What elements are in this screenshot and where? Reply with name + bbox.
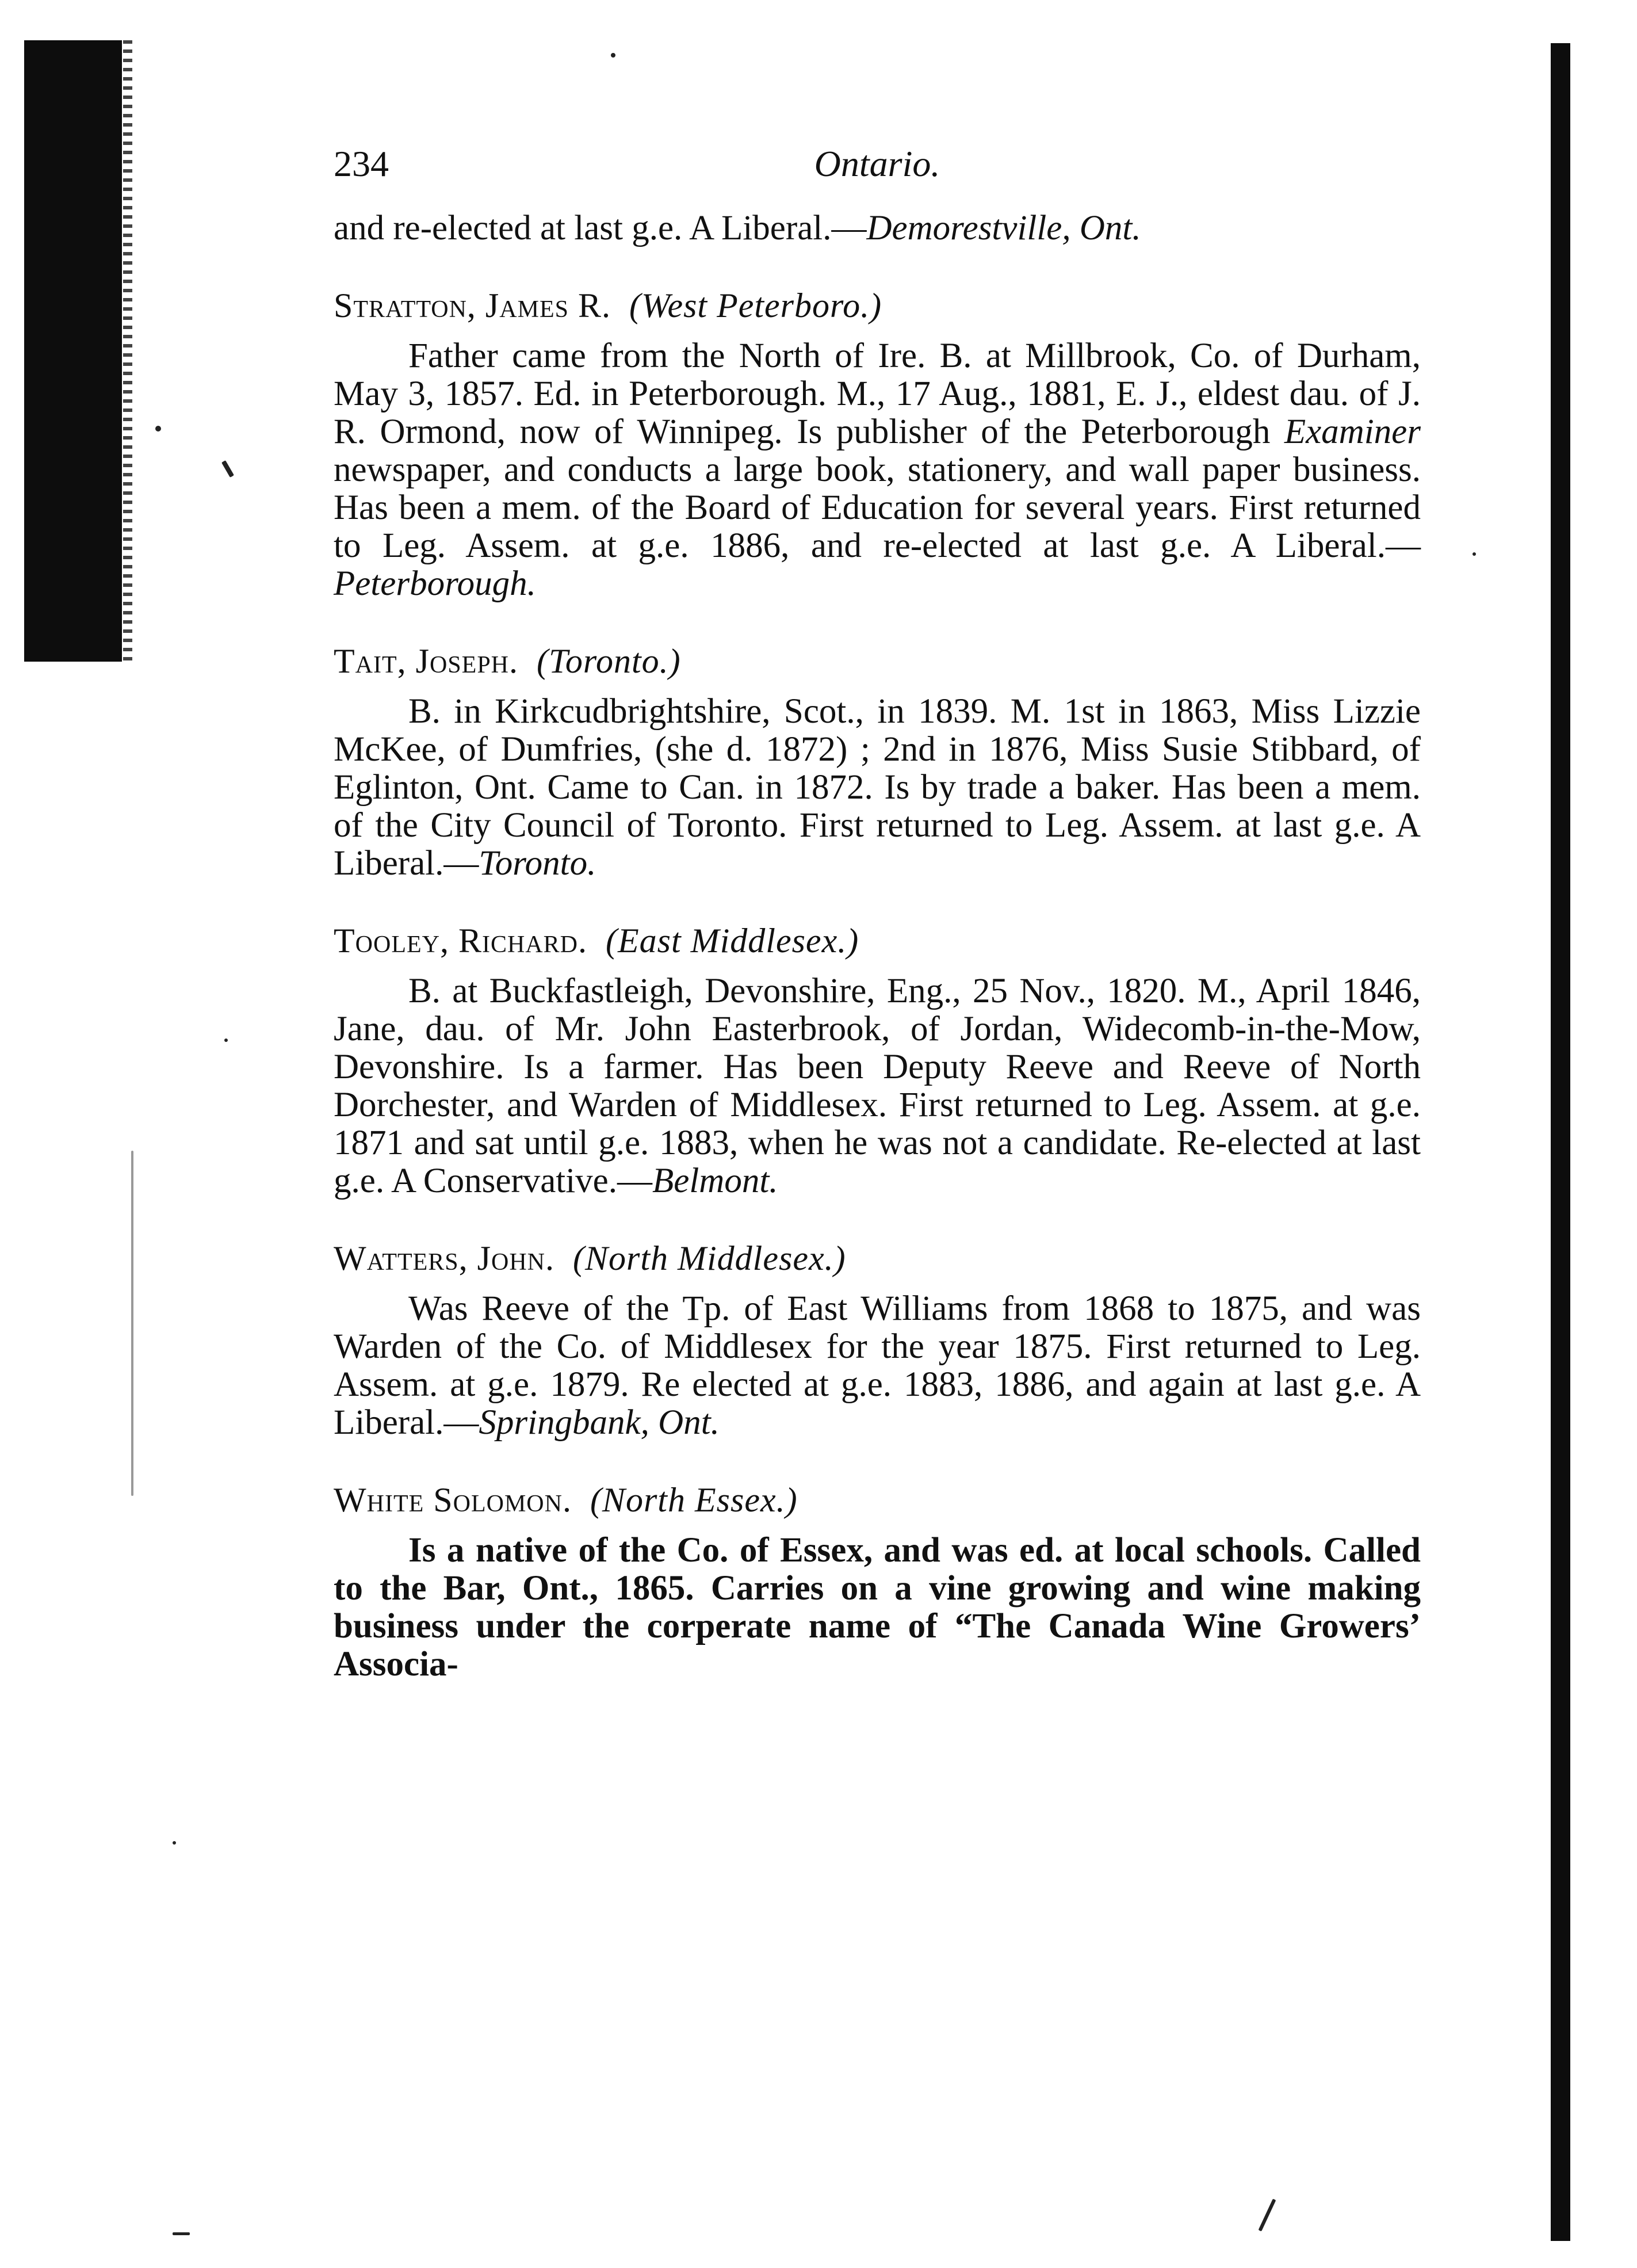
scan-speck [155, 426, 161, 432]
scan-speck [611, 53, 615, 58]
entry-biography [334, 1532, 1421, 1683]
scan-speck [173, 2232, 190, 2235]
residence: Belmont. [652, 1162, 778, 1200]
entry-biography [334, 972, 1421, 1200]
entry-tooley [334, 922, 1421, 1200]
member-name: Stratton, James R. [334, 287, 611, 324]
page [334, 144, 1421, 1683]
entry-heading [334, 642, 1421, 680]
residence: Toronto. [479, 844, 596, 883]
biography-text: B. at Buckfastleigh, Devonshire, Eng., 25 Nov., 1820. M., April 1846, Jane, dau. of Mr. John Easterbrook, of Jordan, Widecomb-in-the-Mow, Devonshire. Is a farmer. Has been Deputy Reeve and Reeve of North Dorchester, and Warden of Middlesex. First returned to Leg. Assem. at g.e. 1871 and sat until g.e. 1883, when he was not a candidate. Re-elected at last g.e. A Conservative.— [334, 972, 1421, 1200]
scan-speck [1259, 2199, 1276, 2232]
scan-speck [221, 460, 234, 478]
constituency: (North Middlesex.) [573, 1239, 846, 1277]
member-name: Watters, John. [334, 1239, 554, 1277]
constituency: (North Essex.) [590, 1481, 798, 1519]
member-name: White Solomon. [334, 1481, 572, 1519]
entry-biography [334, 337, 1421, 603]
biography-text: B. in Kirkcudbrightshire, Scot., in 1839. M. 1st in 1863, Miss Lizzie McKee, of Dumfries, (she d. 1872) ; 2nd in 1876, Miss Susie Stibbard, of Eglinton, Ont. Came to Can. in 1872. Is by trade a baker. Has been a mem. of the City Council of Toronto. First returned to Leg. Assem. at last g.e. A Liberal.— [334, 692, 1421, 883]
entry-watters [334, 1239, 1421, 1442]
newspaper-title: Examiner [1284, 413, 1421, 451]
constituency: (East Middlesex.) [605, 922, 859, 960]
entry-tait [334, 642, 1421, 883]
entry-stratton [334, 287, 1421, 603]
residence: Peterborough. [334, 564, 536, 603]
continuation-paragraph [334, 209, 1421, 247]
biography-text: Is a native of the Co. of Essex, and was ed. at local schools. Called to the Bar, Ont., 1865. Carries on a vine growing and wine making business under the corperate name of “The Canada Wine Growers’ Associa- [334, 1531, 1421, 1683]
entry-white [334, 1481, 1421, 1683]
scan-edge-right [1551, 43, 1570, 2241]
entry-biography [334, 693, 1421, 883]
member-name: Tooley, Richard. [334, 922, 587, 960]
scan-speck [1472, 552, 1476, 556]
scan-speck [131, 1151, 133, 1496]
entry-biography [334, 1290, 1421, 1442]
page-number: 234 [334, 143, 389, 184]
continuation-place: Demorestville, Ont. [866, 209, 1141, 247]
scan-speck [173, 1841, 176, 1845]
entry-heading [334, 922, 1421, 960]
running-head [334, 144, 1421, 184]
entry-heading [334, 287, 1421, 324]
scan-edge-left [24, 40, 122, 662]
continuation-text: and re-elected at last g.e. A Liberal.— [334, 209, 867, 247]
biography-text: Was Reeve of the Tp. of East Williams from 1868 to 1875, and was Warden of the Co. of Middlesex for the year 1875. First returned to Leg. Assem. at g.e. 1879. Re elected at g.e. 1883, 1886, and again at last g.e. A Liberal.— [334, 1289, 1421, 1442]
running-title: Ontario. [814, 143, 940, 184]
entry-heading [334, 1481, 1421, 1519]
constituency: (West Peterboro.) [629, 287, 882, 324]
scan-speck [224, 1038, 228, 1042]
constituency: (Toronto.) [537, 642, 681, 680]
entry-heading [334, 1239, 1421, 1277]
biography-text: Father came from the North of Ire. B. at Millbrook, Co. of Durham, May 3, 1857. Ed. in Peterborough. M., 17 Aug., 1881, E. J., eldest dau. of J. R. Ormond, now of Winnipeg. Is publisher of the Peterborough [334, 337, 1421, 451]
residence: Springbank, Ont. [479, 1403, 720, 1442]
biography-text-continued: newspaper, and conducts a large book, stationery, and wall paper business. Has been a mem. of the Board of Education for several years. First returned to Leg. Assem. at g.e. 1886, and re-elected at last g.e. A Liberal.— [334, 450, 1421, 565]
member-name: Tait, Joseph. [334, 642, 519, 680]
